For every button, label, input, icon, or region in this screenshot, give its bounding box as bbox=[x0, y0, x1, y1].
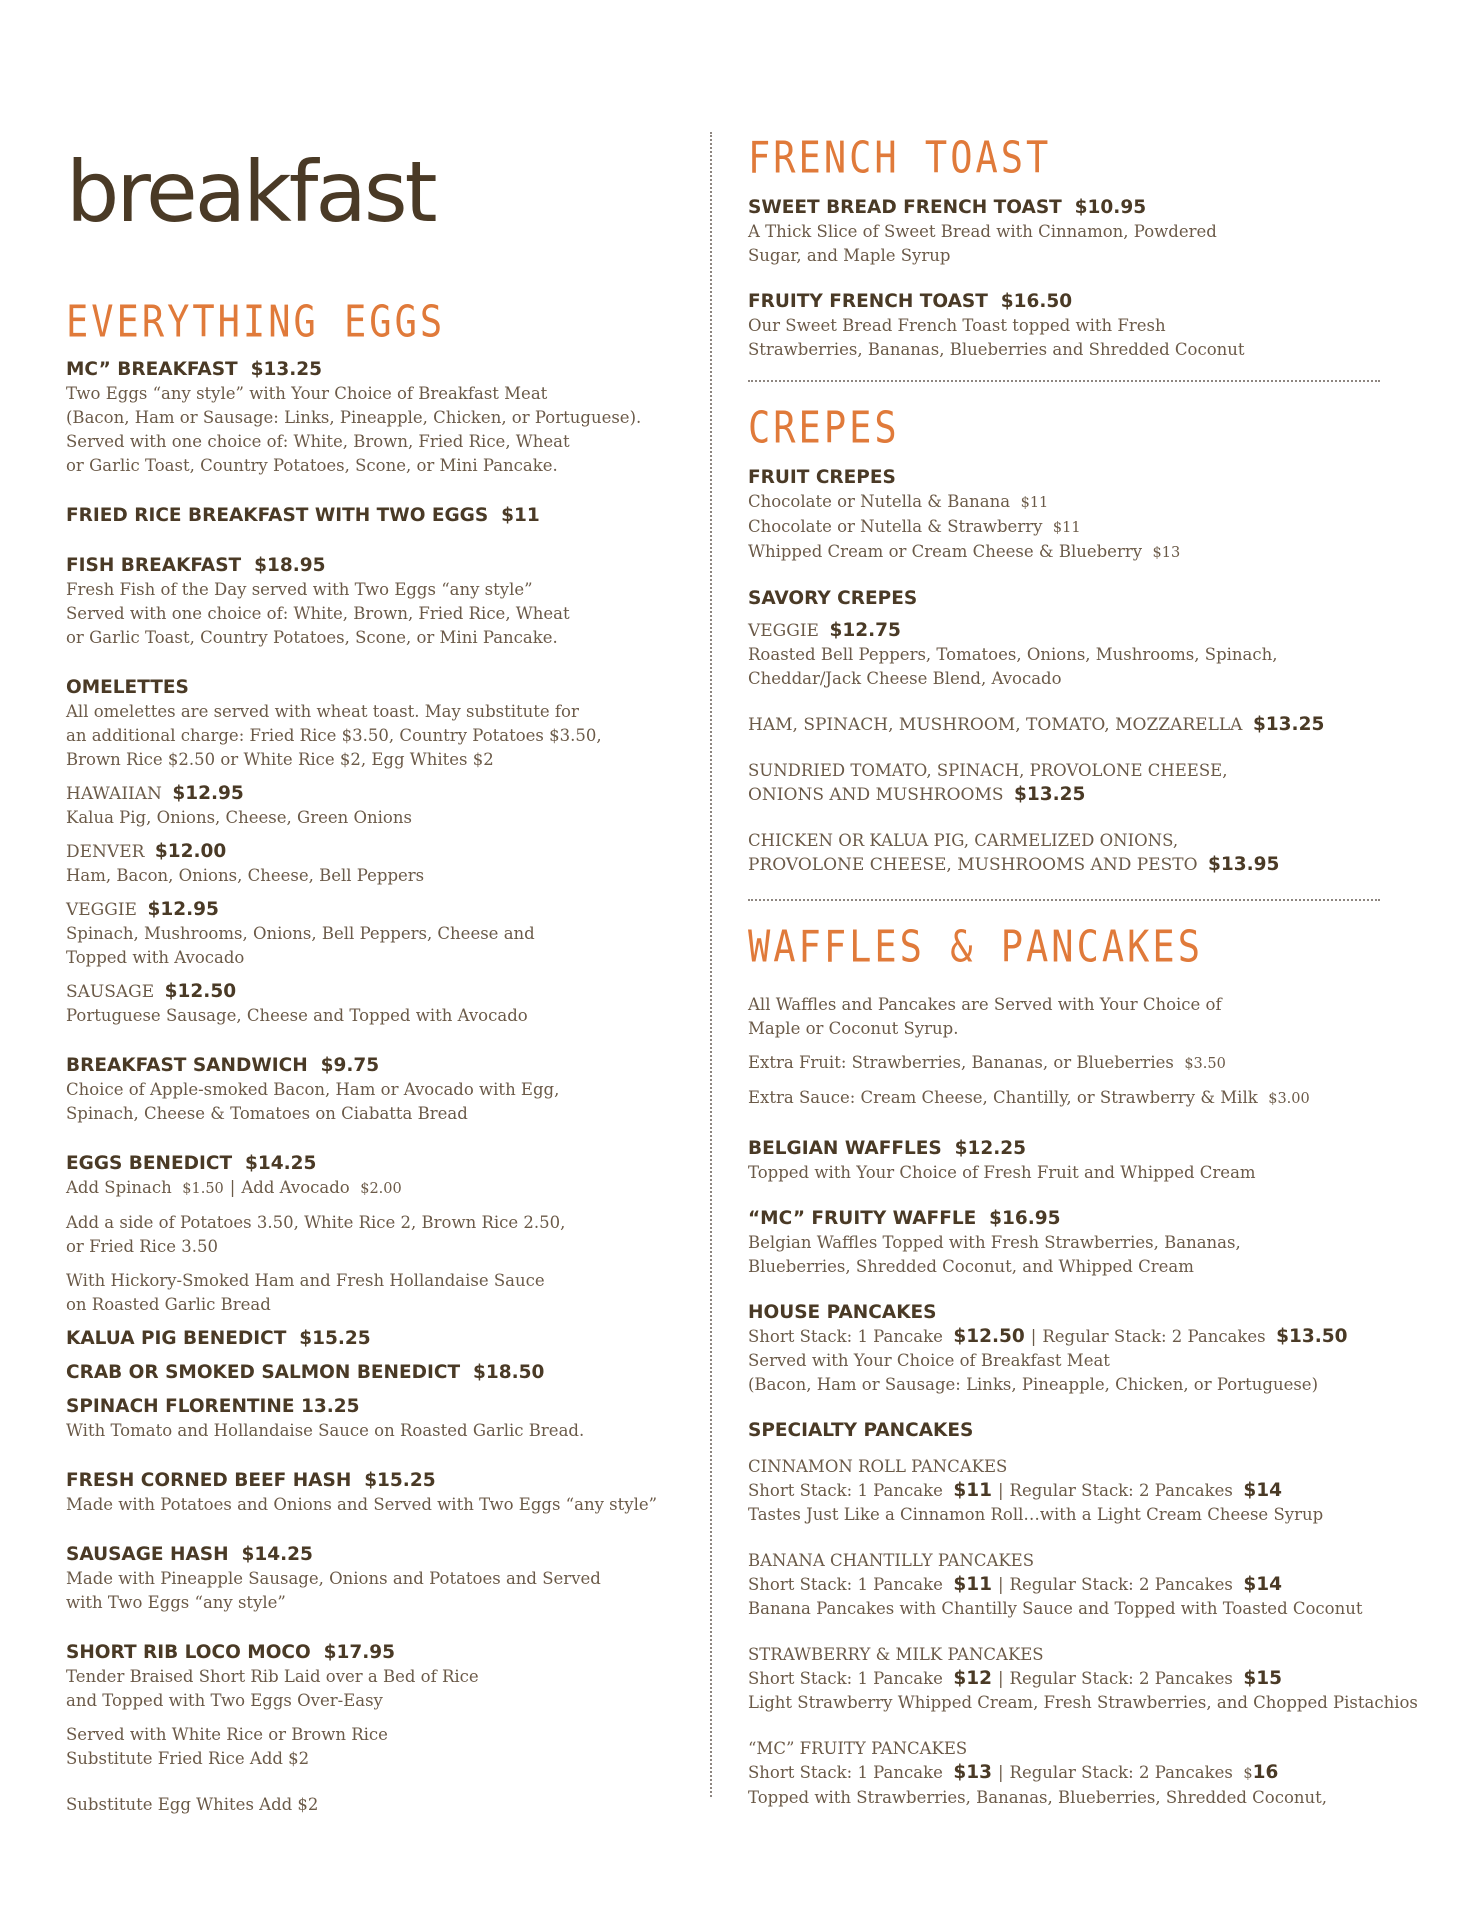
right-column bbox=[748, 132, 1428, 1810]
item-name: HAWAIIAN bbox=[66, 784, 162, 804]
left-column bbox=[66, 296, 686, 1817]
item-desc: Topped with Strawberries, Bananas, Blueberries, Shredded Coconut, bbox=[748, 1788, 1328, 1807]
item-desc: Made with Potatoes and Onions and Served with Two Eggs “any style” bbox=[66, 1495, 658, 1514]
menu-item-fruit-crepes bbox=[748, 466, 1428, 565]
regular-stack-label: Regular Stack: 2 Pancakes bbox=[1009, 1763, 1233, 1782]
item-title: FRESH CORNED BEEF HASH bbox=[66, 1470, 352, 1491]
item-desc: Portuguese Sausage, Cheese and Topped with Avocado bbox=[66, 1006, 528, 1025]
item-price: $17.95 bbox=[323, 1642, 395, 1663]
option-name: Whipped Cream or Cream Cheese & Blueberry bbox=[748, 542, 1143, 561]
short-stack-label: Short Stack: 1 Pancake bbox=[748, 1481, 943, 1500]
item-price: $11 bbox=[501, 505, 540, 526]
menu-item-kalua-pig-benedict bbox=[66, 1327, 686, 1351]
regular-stack-label: Regular Stack: 2 Pancakes bbox=[1009, 1481, 1233, 1500]
item-title: “MC” FRUITY WAFFLE bbox=[748, 1208, 977, 1229]
item-price: $14.25 bbox=[244, 1153, 317, 1174]
item-name: “MC” FRUITY PANCAKES bbox=[748, 1739, 968, 1758]
option-name: Chocolate or Nutella & Banana bbox=[748, 492, 1011, 511]
item-name: BANANA CHANTILLY PANCAKES bbox=[748, 1551, 1035, 1570]
extra-label: Extra Sauce: Cream Cheese, Chantilly, or Strawberry & Milk bbox=[748, 1088, 1258, 1107]
menu-item-house-pancakes: HOUSE PANCAKES Short Stack: 1 Pancake $12.50 | Regular Stack: 2 Pancakes $13.50 Served with Your Choice of Breakfast Meat (Bacon, Ham or Sausage: Links, Pineapple, Chicken, or Portuguese) bbox=[748, 1301, 1428, 1397]
short-stack-price: $12 bbox=[953, 1668, 992, 1689]
item-price: $18.50 bbox=[473, 1362, 545, 1383]
item-desc: Belgian Waffles Topped with Fresh Strawberries, Bananas, bbox=[748, 1233, 1241, 1252]
item-title: SAVORY CREPES bbox=[748, 588, 918, 609]
item-desc: Ham, Bacon, Onions, Cheese, Bell Peppers bbox=[66, 866, 425, 885]
regular-stack-label: Regular Stack: 2 Pancakes bbox=[1009, 1669, 1233, 1688]
item-name: SUNDRIED TOMATO, SPINACH, PROVOLONE CHEESE, bbox=[748, 761, 1228, 780]
item-title: BELGIAN WAFFLES bbox=[748, 1138, 942, 1159]
item-desc: with Two Eggs “any style” bbox=[66, 1593, 286, 1612]
item-name: HAM, SPINACH, MUSHROOM, TOMATO, MOZZARELLA bbox=[748, 715, 1243, 735]
short-stack-price: $11 bbox=[953, 1574, 992, 1595]
item-price: $12.00 bbox=[154, 841, 227, 862]
item-price: $12.50 bbox=[164, 981, 237, 1002]
menu-item-crab-benedict bbox=[66, 1361, 686, 1385]
item-name: PROVOLONE CHEESE, MUSHROOMS AND PESTO bbox=[748, 855, 1198, 875]
item-desc: Kalua Pig, Onions, Cheese, Green Onions bbox=[66, 808, 412, 827]
section-heading-crepes: CREPES bbox=[748, 402, 900, 454]
item-title: FRUITY FRENCH TOAST bbox=[748, 291, 988, 312]
item-desc: Sugar, and Maple Syrup bbox=[748, 246, 951, 265]
short-stack-price: $13 bbox=[953, 1762, 992, 1783]
menu-item-eggs-benedict: EGGS BENEDICT $14.25 Add Spinach $1.50 | Add Avocado $2.00 Add a side of Potatoes 3.50, White Rice 2, Brown Rice 2.50, or Fried Rice 3.50 With Hickory-Smoked Ham and Fresh Hollandaise Sauce on Roasted Garlic Bread bbox=[66, 1152, 686, 1317]
item-price: $9.75 bbox=[320, 1055, 380, 1076]
item-desc: Add a side of Potatoes 3.50, White Rice 2, Brown Rice 2.50, bbox=[66, 1213, 566, 1232]
pancake-strawberry-milk: STRAWBERRY & MILK PANCAKES Short Stack: 1 Pancake $12 | Regular Stack: 2 Pancakes $15 Light Strawberry Whipped Cream, Fresh Strawberries, and Chopped Pistachios bbox=[748, 1643, 1428, 1715]
item-title: SAUSAGE HASH bbox=[66, 1544, 229, 1565]
item-desc: Served with one choice of: White, Brown, Fried Rice, Wheat bbox=[66, 432, 570, 451]
item-desc: Light Strawberry Whipped Cream, Fresh Strawberries, and Chopped Pistachios bbox=[748, 1693, 1418, 1712]
item-desc: Two Eggs “any style” with Your Choice of Breakfast Meat bbox=[66, 384, 548, 403]
menu-item-sweet-bread-french-toast bbox=[748, 196, 1428, 268]
menu-item-breakfast-sandwich bbox=[66, 1054, 686, 1126]
item-name: DENVER bbox=[66, 842, 145, 862]
item-desc: Served with one choice of: White, Brown, Fried Rice, Wheat bbox=[66, 604, 570, 623]
regular-stack-price: $14 bbox=[1243, 1480, 1282, 1501]
item-desc: Our Sweet Bread French Toast topped with Fresh bbox=[748, 316, 1166, 335]
item-desc: Tastes Just Like a Cinnamon Roll…with a Light Cream Cheese Syrup bbox=[748, 1505, 1324, 1524]
item-desc: Substitute Fried Rice Add $2 bbox=[66, 1749, 310, 1768]
item-title: FRUIT CREPES bbox=[748, 467, 896, 488]
option-price: $13 bbox=[1152, 545, 1181, 561]
regular-stack-label: Regular Stack: 2 Pancakes bbox=[1009, 1575, 1233, 1594]
pancake-mc-fruity: “MC” FRUITY PANCAKES Short Stack: 1 Pancake $13 | Regular Stack: 2 Pancakes $16 Topped with Strawberries, Bananas, Blueberries, Shredded Coconut, bbox=[748, 1737, 1428, 1810]
item-title: OMELETTES bbox=[66, 677, 189, 698]
item-title: SHORT RIB LOCO MOCO bbox=[66, 1642, 311, 1663]
addon-label: Add Spinach bbox=[66, 1178, 172, 1197]
item-desc: Made with Pineapple Sausage, Onions and Potatoes and Served bbox=[66, 1569, 601, 1588]
addon-label: Add Avocado bbox=[241, 1178, 350, 1197]
item-desc: Substitute Egg Whites Add $2 bbox=[66, 1795, 319, 1814]
item-price: $13.25 bbox=[250, 359, 322, 380]
section-heading-waffles-pancakes: WAFFLES & PANCAKES bbox=[748, 921, 1203, 973]
item-price: $12.95 bbox=[172, 783, 244, 804]
menu-item-mc-fruity-waffle bbox=[748, 1207, 1428, 1279]
intro-text: Maple or Coconut Syrup. bbox=[748, 1019, 959, 1038]
item-title: SWEET BREAD FRENCH TOAST bbox=[748, 197, 1062, 218]
item-name: ONIONS AND MUSHROOMS bbox=[748, 785, 1004, 805]
addon-price: $2.00 bbox=[360, 1181, 402, 1197]
omelette-denver bbox=[66, 840, 686, 888]
crepe-option bbox=[748, 490, 1428, 515]
item-name: CINNAMON ROLL PANCAKES bbox=[748, 1457, 1008, 1476]
extra-label: Extra Fruit: Strawberries, Bananas, or Blueberries bbox=[748, 1053, 1174, 1072]
extra-price: $3.00 bbox=[1268, 1091, 1310, 1107]
item-title: HOUSE PANCAKES bbox=[748, 1302, 937, 1323]
section-heading-french-toast: FRENCH TOAST bbox=[748, 132, 1052, 184]
short-stack-label: Short Stack: 1 Pancake bbox=[748, 1327, 943, 1346]
item-desc: Served with White Rice or Brown Rice bbox=[66, 1725, 388, 1744]
menu-item-spinach-florentine bbox=[66, 1395, 686, 1443]
regular-stack-price-symbol: $ bbox=[1243, 1766, 1253, 1782]
item-desc: A Thick Slice of Sweet Bread with Cinnamon, Powdered bbox=[748, 222, 1217, 241]
item-name: VEGGIE bbox=[66, 900, 137, 920]
item-desc: Tender Braised Short Rib Laid over a Bed of Rice bbox=[66, 1667, 479, 1686]
item-desc: (Bacon, Ham or Sausage: Links, Pineapple, Chicken, or Portuguese). bbox=[66, 408, 642, 427]
item-price: $12.25 bbox=[954, 1138, 1027, 1159]
short-stack-price: $11 bbox=[953, 1480, 992, 1501]
item-desc: Strawberries, Bananas, Blueberries and Shredded Coconut bbox=[748, 340, 1245, 359]
crepe-option bbox=[748, 540, 1428, 565]
regular-stack-price: $13.50 bbox=[1276, 1326, 1348, 1347]
item-desc: on Roasted Garlic Bread bbox=[66, 1295, 271, 1314]
item-name: STRAWBERRY & MILK PANCAKES bbox=[748, 1645, 1044, 1664]
item-desc: Served with Your Choice of Breakfast Meat bbox=[748, 1351, 1110, 1370]
item-name: SAUSAGE bbox=[66, 982, 155, 1002]
item-price: $15.25 bbox=[364, 1470, 436, 1491]
item-title: FRIED RICE BREAKFAST WITH TWO EGGS bbox=[66, 505, 489, 526]
short-stack-price: $12.50 bbox=[953, 1326, 1025, 1347]
item-price: $18.95 bbox=[254, 555, 326, 576]
omelette-hawaiian bbox=[66, 782, 686, 830]
specialty-pancakes-title: SPECIALTY PANCAKES bbox=[748, 1420, 974, 1441]
item-desc: Brown Rice $2.50 or White Rice $2, Egg Whites $2 bbox=[66, 750, 494, 769]
menu-item-mc-breakfast bbox=[66, 358, 686, 478]
item-desc: Banana Pancakes with Chantilly Sauce and Topped with Toasted Coconut bbox=[748, 1599, 1363, 1618]
addon-price: $1.50 bbox=[182, 1181, 224, 1197]
item-desc: Cheddar/Jack Cheese Blend, Avocado bbox=[748, 669, 1062, 688]
regular-stack-label: Regular Stack: 2 Pancakes bbox=[1042, 1327, 1266, 1346]
item-title: BREAKFAST SANDWICH bbox=[66, 1055, 308, 1076]
item-desc: All omelettes are served with wheat toast. May substitute for bbox=[66, 702, 579, 721]
extra-fruit bbox=[748, 1051, 1428, 1076]
item-desc: Spinach, Mushrooms, Onions, Bell Peppers, Cheese and bbox=[66, 924, 535, 943]
item-title: EGGS BENEDICT bbox=[66, 1153, 233, 1174]
item-price: $13.25 bbox=[1252, 714, 1325, 735]
menu-item-sausage-hash bbox=[66, 1543, 686, 1615]
page-title: breakfast bbox=[66, 143, 435, 241]
item-price: $12.75 bbox=[829, 620, 901, 641]
item-price: $14.25 bbox=[241, 1544, 313, 1565]
item-title: MC” BREAKFAST bbox=[66, 359, 238, 380]
option-price: $11 bbox=[1020, 495, 1049, 511]
item-price: $16.95 bbox=[989, 1208, 1061, 1229]
pancake-banana-chantilly: BANANA CHANTILLY PANCAKES Short Stack: 1 Pancake $11 | Regular Stack: 2 Pancakes $14 Banana Pancakes with Chantilly Sauce and Topped with Toasted Coconut bbox=[748, 1549, 1428, 1621]
item-desc: With Tomato and Hollandaise Sauce on Roasted Garlic Bread. bbox=[66, 1421, 585, 1440]
item-name: CHICKEN OR KALUA PIG, CARMELIZED ONIONS, bbox=[748, 831, 1179, 850]
menu-item-savory-crepes bbox=[748, 587, 1428, 877]
item-desc: Roasted Bell Peppers, Tomatoes, Onions, Mushrooms, Spinach, bbox=[748, 645, 1278, 664]
menu-item-corned-beef-hash bbox=[66, 1469, 686, 1517]
item-desc: or Garlic Toast, Country Potatoes, Scone, or Mini Pancake. bbox=[66, 628, 558, 647]
extra-sauce bbox=[748, 1086, 1428, 1111]
item-price: $13.95 bbox=[1208, 854, 1280, 875]
item-desc: With Hickory-Smoked Ham and Fresh Hollandaise Sauce bbox=[66, 1271, 545, 1290]
omelette-veggie bbox=[66, 898, 686, 970]
menu-item-omelettes bbox=[66, 676, 686, 772]
short-stack-label: Short Stack: 1 Pancake bbox=[748, 1575, 943, 1594]
column-divider bbox=[710, 132, 712, 1797]
short-stack-label: Short Stack: 1 Pancake bbox=[748, 1669, 943, 1688]
item-price: $12.95 bbox=[147, 899, 219, 920]
item-desc: or Fried Rice 3.50 bbox=[66, 1237, 218, 1256]
item-desc: and Topped with Two Eggs Over-Easy bbox=[66, 1691, 383, 1710]
item-title: KALUA PIG BENEDICT bbox=[66, 1328, 287, 1349]
item-price: $16.50 bbox=[1000, 291, 1073, 312]
item-desc: Topped with Avocado bbox=[66, 948, 245, 967]
item-title: FISH BREAKFAST bbox=[66, 555, 242, 576]
item-name: VEGGIE bbox=[748, 621, 819, 641]
item-desc: Blueberries, Shredded Coconut, and Whipped Cream bbox=[748, 1257, 1194, 1276]
item-desc: an additional charge: Fried Rice $3.50, Country Potatoes $3.50, bbox=[66, 726, 602, 745]
extra-price: $3.50 bbox=[1184, 1056, 1226, 1072]
item-title: CRAB OR SMOKED SALMON BENEDICT bbox=[66, 1362, 461, 1383]
item-price: $10.95 bbox=[1074, 197, 1147, 218]
crepe-option bbox=[748, 515, 1428, 540]
item-price: $13.25 bbox=[1014, 784, 1086, 805]
item-desc: Fresh Fish of the Day served with Two Eggs “any style” bbox=[66, 580, 533, 599]
pancake-cinnamon-roll: CINNAMON ROLL PANCAKES Short Stack: 1 Pancake $11 | Regular Stack: 2 Pancakes $14 Tastes Just Like a Cinnamon Roll…with a Light Cream Cheese Syrup bbox=[748, 1455, 1428, 1527]
menu-item-belgian-waffles bbox=[748, 1137, 1428, 1185]
menu-item-fruity-french-toast bbox=[748, 290, 1428, 362]
item-desc: or Garlic Toast, Country Potatoes, Scone, or Mini Pancake. bbox=[66, 456, 558, 475]
regular-stack-price: $14 bbox=[1243, 1574, 1282, 1595]
menu-item-fried-rice-breakfast bbox=[66, 504, 686, 528]
omelette-sausage bbox=[66, 980, 686, 1028]
regular-stack-price: $15 bbox=[1243, 1668, 1282, 1689]
intro-text: All Waffles and Pancakes are Served with Your Choice of bbox=[748, 995, 1222, 1014]
short-stack-label: Short Stack: 1 Pancake bbox=[748, 1763, 943, 1782]
option-price: $11 bbox=[1052, 520, 1081, 536]
regular-stack-price: 16 bbox=[1252, 1762, 1279, 1783]
section-heading-everything-eggs: EVERYTHING EGGS bbox=[66, 296, 446, 348]
item-desc: Choice of Apple-smoked Bacon, Ham or Avocado with Egg, bbox=[66, 1080, 560, 1099]
item-desc: (Bacon, Ham or Sausage: Links, Pineapple, Chicken, or Portuguese) bbox=[748, 1375, 1319, 1394]
menu-item-fish-breakfast bbox=[66, 554, 686, 650]
item-title: SPINACH FLORENTINE 13.25 bbox=[66, 1396, 360, 1417]
item-desc: Spinach, Cheese & Tomatoes on Ciabatta Bread bbox=[66, 1104, 468, 1123]
menu-item-loco-moco bbox=[66, 1641, 686, 1817]
item-desc: Topped with Your Choice of Fresh Fruit and Whipped Cream bbox=[748, 1163, 1256, 1182]
option-name: Chocolate or Nutella & Strawberry bbox=[748, 517, 1043, 536]
item-price: $15.25 bbox=[299, 1328, 371, 1349]
